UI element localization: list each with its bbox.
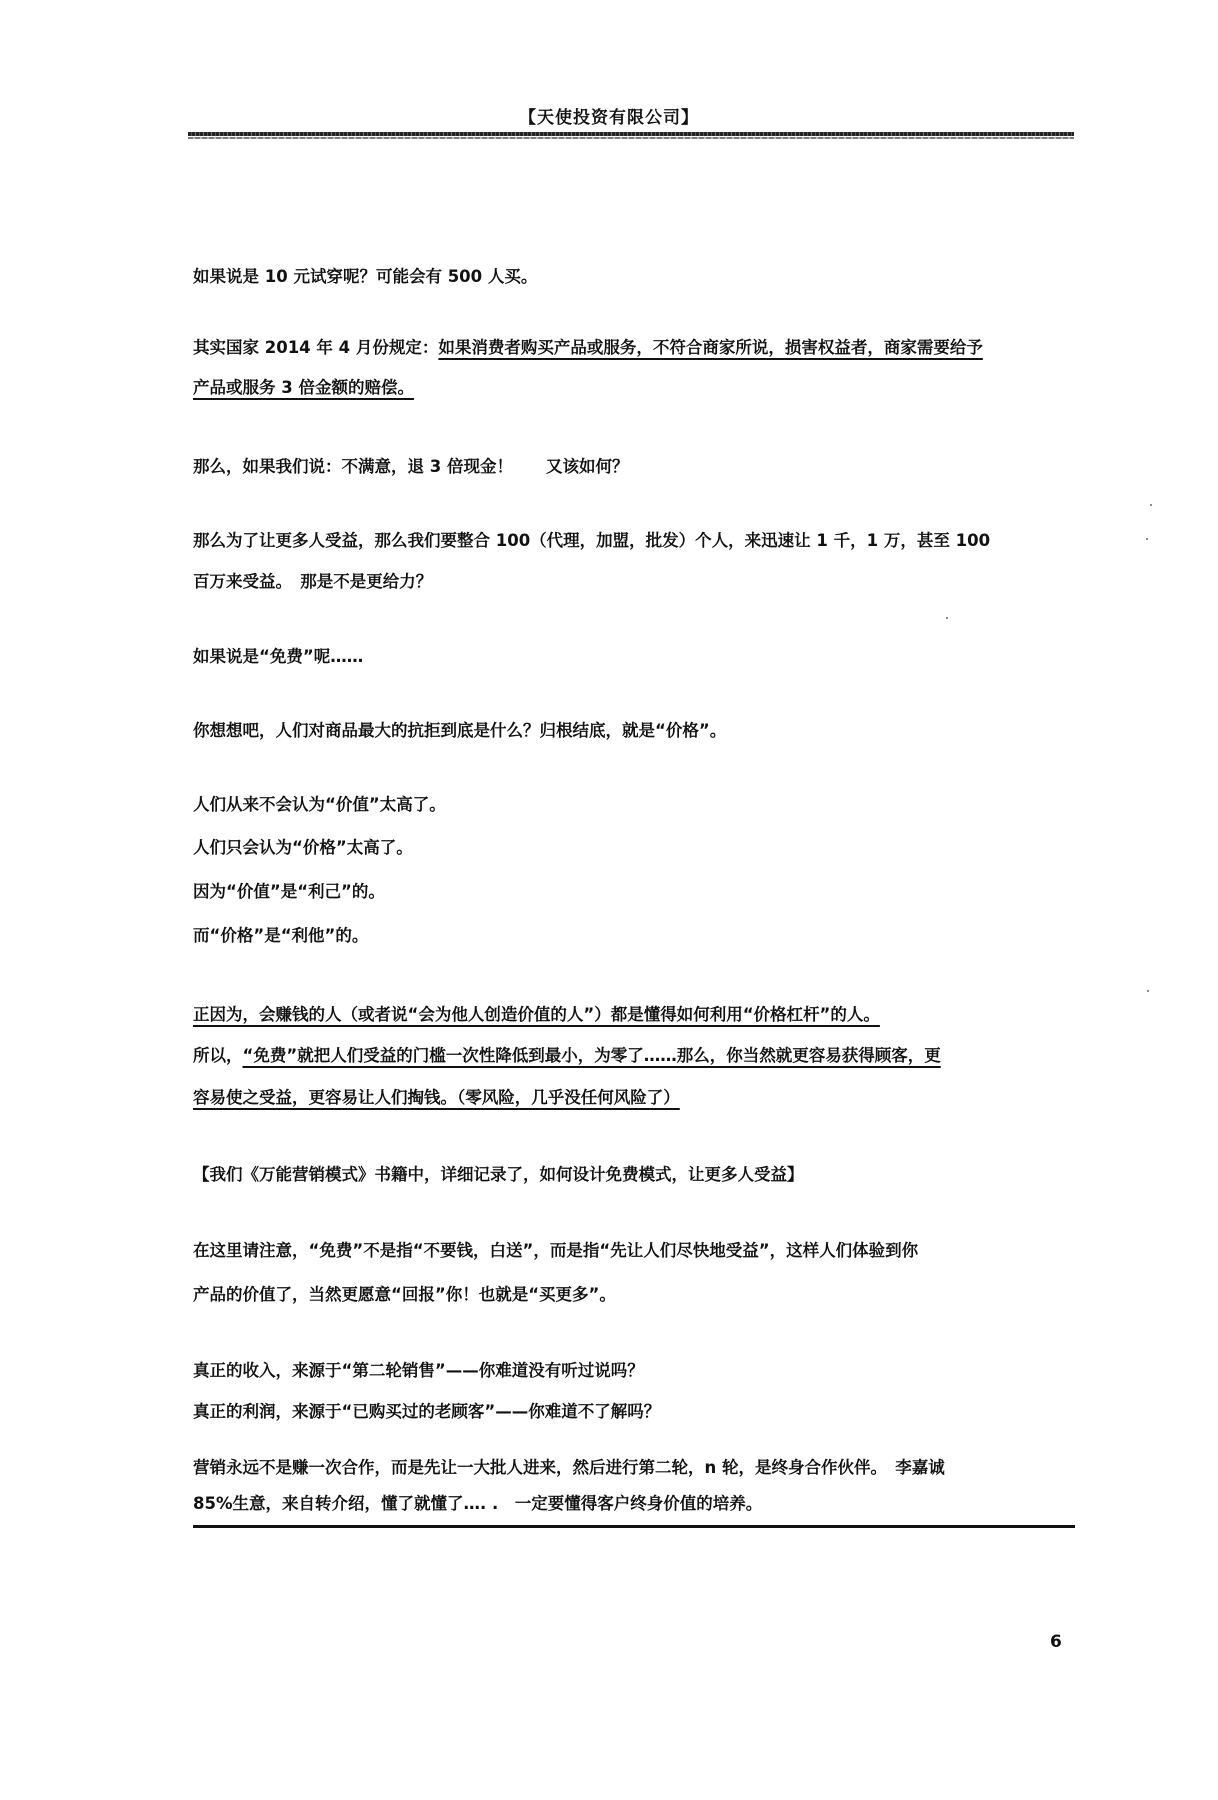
paragraph-regulation-line-2 [193, 373, 1073, 403]
paragraph-free-meaning-line-2: 产品的价值了，当然更愿意“回报”你！也就是“买更多”。 [193, 1285, 616, 1304]
header-company-name: 【天使投资有限公司】 [519, 108, 699, 128]
regulation-underlined-text-2: 产品或服务 3 倍金额的赔偿。 [193, 378, 414, 397]
header-rule-secondary [188, 137, 1074, 139]
paragraph-free: 如果说是“免费”呢…… [193, 647, 364, 666]
regulation-underlined-text: 如果消费者购买产品或服务，不符合商家所说，损害权益者，商家需要给予 [438, 338, 983, 357]
paragraph-trial-price: 如果说是 10 元试穿呢？可能会有 500 人买。 [193, 267, 538, 286]
scan-speck [946, 617, 948, 619]
paragraph-leverage-line-3 [193, 1083, 1073, 1113]
paragraph-income-line-2: 真正的利润，来源于“已购买过的老顾客”——你难道不了解吗？ [193, 1402, 661, 1421]
paragraph-integrate-line-2: 百万来受益。 那是不是更给力？ [193, 572, 433, 591]
scan-speck [1150, 504, 1152, 506]
paragraph-value-line-2: 人们只会认为“价格”太高了。 [193, 838, 413, 857]
paragraph-value-line-1: 人们从来不会认为“价值”太高了。 [193, 795, 446, 814]
paragraph-free-meaning-line-1: 在这里请注意，“免费”不是指“不要钱，白送”，而是指“先让人们尽快地受益”，这样人们体验到你 [193, 1241, 919, 1260]
scan-speck [1147, 990, 1149, 992]
leverage-underlined-text: 正因为，会赚钱的人（或者说“会为他人创造价值的人”）都是懂得如何利用“价格杠杆”的人。 [193, 1005, 880, 1024]
paragraph-refund-offer: 那么，如果我们说：不满意，退 3 倍现金！ 又该如何？ [193, 457, 629, 476]
paragraph-income-line-1: 真正的收入，来源于“第二轮销售”——你难道没有听过说吗？ [193, 1361, 644, 1380]
paragraph-value-line-4: 而“价格”是“利他”的。 [193, 926, 369, 945]
paragraph-integrate-line-1: 那么为了让更多人受益，那么我们要整合 100（代理，加盟，批发）个人，来迅速让 1 千，1 万，甚至 100 [193, 531, 991, 550]
paragraph-value-line-3: 因为“价值”是“利己”的。 [193, 882, 385, 901]
paragraph-leverage-line-1 [193, 1000, 1073, 1030]
leverage-underlined-text-3: 容易使之受益，更容易让人们掏钱。（零风险，几乎没任何风险了） [193, 1088, 680, 1107]
regulation-prefix: 其实国家 2014 年 4 月份规定： [193, 338, 439, 357]
paragraph-book-note: 【我们《万能营销模式》书籍中，详细记录了，如何设计免费模式，让更多人受益】 [193, 1165, 804, 1184]
leverage-prefix: 所以， [193, 1046, 243, 1065]
scan-speck [1146, 538, 1148, 540]
page-number: 6 [1050, 1632, 1062, 1652]
paragraph-lifetime-value-line-2: 85%生意，来自转介绍，懂了就懂了…. . 一定要懂得客户终身价值的培养。 [193, 1494, 763, 1513]
paragraph-regulation-line-1 [193, 333, 1073, 363]
paragraph-price-resistance: 你想想吧，人们对商品最大的抗拒到底是什么？归根结底，就是“价格”。 [193, 721, 727, 740]
paragraph-leverage-line-2 [193, 1041, 1073, 1071]
footer-rule [193, 1525, 1075, 1528]
leverage-underlined-text-2: “免费”就把人们受益的门槛一次性降低到最小，为零了……那么，你当然就更容易获得顾客，更 [242, 1046, 941, 1065]
header-rule [188, 132, 1074, 136]
paragraph-lifetime-value-line-1: 营销永远不是赚一次合作，而是先让一大批人进来，然后进行第二轮，n 轮，是终身合作伙伴。 李嘉诚 [193, 1458, 945, 1477]
